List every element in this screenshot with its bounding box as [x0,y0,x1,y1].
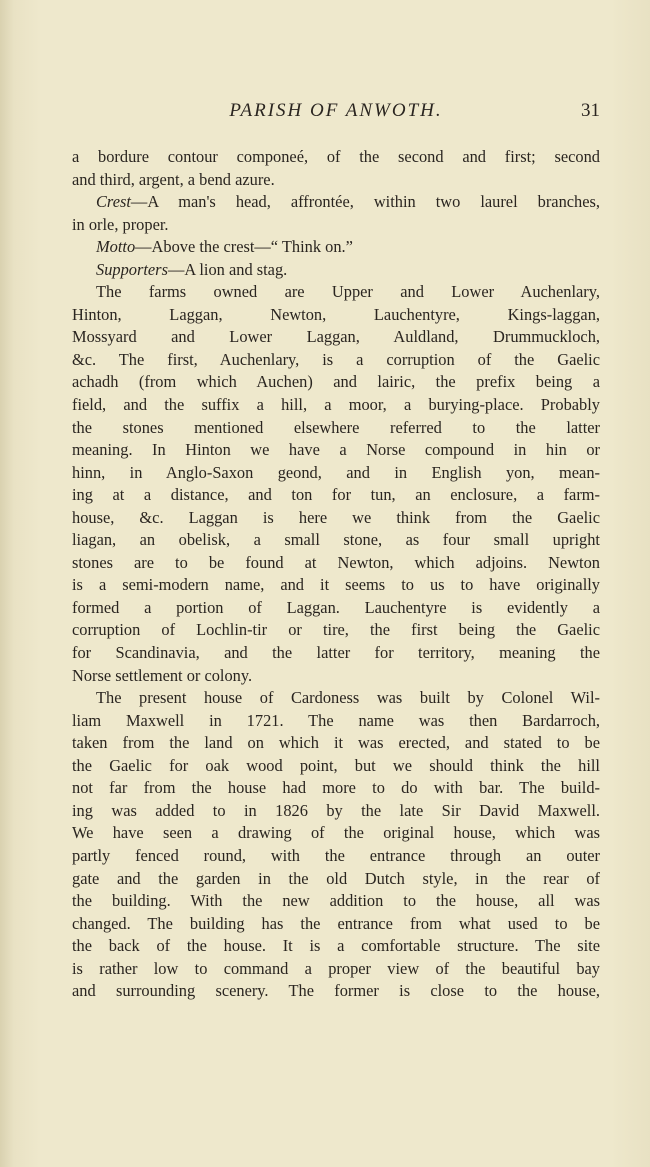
text-line [72,326,600,349]
text-line [72,214,600,237]
line-text: liagan, an obelisk, a small stone, as four small upright [72,530,600,550]
text-line [72,619,600,642]
line-text: ing was added to in 1826 by the late Sir David Maxwell. [72,800,600,820]
page-number: 31 [581,100,600,121]
line-text: and surrounding scenery. The former is close to the house, [72,981,600,1001]
text-line [72,710,600,733]
line-text: We have seen a drawing of the original house, which was [72,823,600,843]
line-text: —A lion and stag. [167,259,288,279]
text-line [72,439,600,462]
line-text: The farms owned are Upper and Lower Auchenlary, [96,282,600,302]
line-text: —A man's head, affrontée, within two laurel branches, [130,192,600,212]
line-text: stones are to be found at Newton, which adjoins. Newton [72,552,600,572]
page-header [72,100,600,124]
line-text: changed. The building has the entrance from what used to be [72,913,600,933]
text-line [72,349,600,372]
text-line [72,529,600,552]
line-text: achadh (from which Auchen) and lairic, the prefix being a [72,372,600,392]
line-text: Norse settlement or colony. [72,665,253,685]
text-line [72,980,600,1003]
text-line [72,417,600,440]
line-text: the back of the house. It is a comfortable structure. The site [72,936,600,956]
line-text: The present house of Cardoness was built by Colonel Wil- [96,688,600,708]
line-text: in orle, proper. [72,214,169,234]
line-text: not far from the house had more to do with bar. The build- [72,778,600,798]
text-line [72,687,600,710]
line-text: the building. With the new addition to the house, all was [72,891,600,911]
line-text: liam Maxwell in 1721. The name was then Bardarroch, [72,710,600,730]
line-text: field, and the suffix a hill, a moor, a burying-place. Probably [72,395,600,415]
line-text: ing at a distance, and ton for tun, an enclosure, a farm- [72,485,600,505]
text-line [72,371,600,394]
text-line [72,574,600,597]
heraldry-term: Motto [96,237,136,257]
line-text: a bordure contour componeé, of the second and first; second [72,147,600,166]
line-text: Hinton, Laggan, Newton, Lauchentyre, Kings-laggan, [72,304,600,324]
text-line [72,552,600,575]
text-line [72,191,600,214]
line-text: &c. The first, Auchenlary, is a corruption of the Gaelic [72,349,600,369]
text-line [72,597,600,620]
text-line [72,755,600,778]
line-text: house, &c. Laggan is here we think from the Gaelic [72,507,600,527]
text-line [72,236,600,259]
line-text: the Gaelic for oak wood point, but we should think the hill [72,755,600,775]
text-line [72,281,600,304]
line-text: is a semi-modern name, and it seems to us to have originally [72,575,600,595]
text-line [72,913,600,936]
text-line [72,146,600,169]
running-title: PARISH OF ANWOTH. [229,100,443,121]
line-text: Mossyard and Lower Laggan, Auldland, Drummuckloch, [72,327,600,347]
line-text: the stones mentioned elsewhere referred to the latter [72,417,600,437]
text-line [72,800,600,823]
line-text: formed a portion of Laggan. Lauchentyre is evidently a [72,597,600,617]
text-line [72,507,600,530]
text-line [72,304,600,327]
text-line [72,259,600,282]
text-line [72,484,600,507]
line-text: meaning. In Hinton we have a Norse compound in hin or [72,440,600,460]
text-line [72,958,600,981]
line-text: is rather low to command a proper view of the beautiful bay [72,958,600,978]
text-line [72,462,600,485]
text-line [72,169,600,192]
line-text: partly fenced round, with the entrance through an outer [72,845,600,865]
text-line [72,732,600,755]
text-line [72,845,600,868]
text-line [72,665,600,688]
text-line [72,642,600,665]
body-text [72,146,600,1003]
text-line [72,394,600,417]
heraldry-term: Crest [96,192,131,212]
line-text: and third, argent, a bend azure. [72,169,275,189]
text-line [72,777,600,800]
line-text: hinn, in Anglo-Saxon geond, and in English yon, mean- [72,462,600,482]
text-line [72,935,600,958]
text-line [72,868,600,891]
line-text: gate and the garden in the old Dutch style, in the rear of [72,868,600,888]
line-text: —Above the crest—“ Think on.” [135,237,353,257]
text-line [72,890,600,913]
line-text: corruption of Lochlin-tir or tire, the first being the Gaelic [72,620,600,640]
text-line [72,822,600,845]
heraldry-term: Supporters [96,259,168,279]
line-text: for Scandinavia, and the latter for territory, meaning the [72,643,600,663]
line-text: taken from the land on which it was erected, and stated to be [72,733,600,753]
